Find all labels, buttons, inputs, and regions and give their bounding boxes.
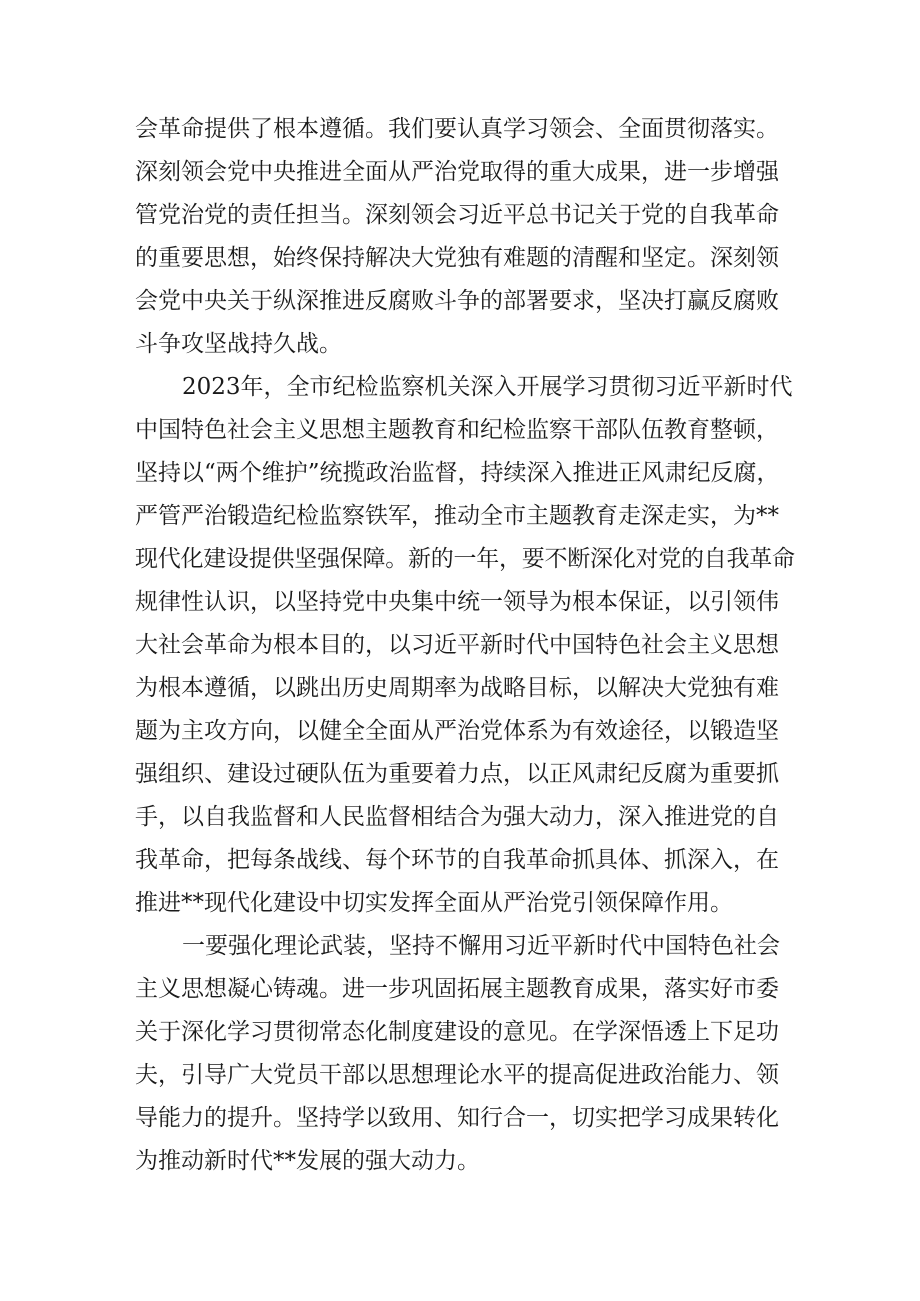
paragraph-1-line-4: 的重要思想，始终保持解决大党独有难题的清醒和坚定。深刻领: [135, 245, 779, 271]
paragraph-2-line-4: 严管严治锻造纪检监察铁军，推动全市主题教育走深走实，为**: [135, 503, 779, 529]
paragraph-2-line-3: 坚持以“两个维护”统揽政治监督，持续深入推进正风肃纪反腐，: [135, 460, 780, 486]
paragraph-3-line-5: 导能力的提升。坚持学以致用、知行合一，切实把学习成果转化: [135, 1105, 779, 1131]
paragraph-2-line-11: 手，以自我监督和人民监督相结合为强大动力，深入推进党的自: [135, 804, 779, 830]
paragraph-2-line-13: 推进**现代化建设中切实发挥全面从严治党引领保障作用。: [135, 890, 733, 916]
paragraph-2-line-9: 题为主攻方向，以健全全面从严治党体系为有效途径，以锻造坚: [135, 718, 779, 744]
paragraph-1-line-5: 会党中央关于纵深推进反腐败斗争的部署要求，坚决打赢反腐败: [135, 288, 779, 314]
paragraph-1-line-6: 斗争攻坚战持久战。: [135, 331, 342, 357]
paragraph-2-line-8: 为根本遵循，以跳出历史周期率为战略目标，以解决大党独有难: [135, 675, 779, 701]
paragraph-3-line-6: 为推动新时代**发展的强大动力。: [135, 1148, 480, 1174]
paragraph-1-line-1: 会革命提供了根本遵循。我们要认真学习领会、全面贯彻落实。: [135, 116, 779, 142]
paragraph-3-line-4: 夫，引导广大党员干部以思想理论水平的提高促进政治能力、领: [135, 1062, 779, 1088]
paragraph-2-line-5: 现代化建设提供坚强保障。新的一年，要不断深化对党的自我革命: [135, 546, 795, 572]
paragraph-2-line-2: 中国特色社会主义思想主题教育和纪检监察干部队伍教育整顿，: [135, 417, 779, 443]
paragraph-3-line-1: 一要强化理论武装，坚持不懈用习近平新时代中国特色社会: [182, 933, 780, 959]
paragraph-3-line-2: 主义思想凝心铸魂。进一步巩固拓展主题教育成果，落实好市委: [135, 976, 779, 1002]
paragraph-2-line-1: 2023年，全市纪检监察机关深入开展学习贯彻习近平新时代: [182, 374, 793, 400]
paragraph-2-line-12: 我革命，把每条战线、每个环节的自我革命抓具体、抓深入，在: [135, 847, 779, 873]
paragraph-1-line-3: 管党治党的责任担当。深刻领会习近平总书记关于党的自我革命: [135, 202, 779, 228]
paragraph-3-line-3: 关于深化学习贯彻常态化制度建设的意见。在学深悟透上下足功: [135, 1019, 779, 1045]
paragraph-2-line-6: 规律性认识，以坚持党中央集中统一领导为根本保证，以引领伟: [135, 589, 779, 615]
paragraph-1-line-2: 深刻领会党中央推进全面从严治党取得的重大成果，进一步增强: [135, 159, 779, 185]
paragraph-2-line-7: 大社会革命为根本目的，以习近平新时代中国特色社会主义思想: [135, 632, 779, 658]
paragraph-2-line-10: 强组织、建设过硬队伍为重要着力点，以正风肃纪反腐为重要抓: [135, 761, 779, 787]
